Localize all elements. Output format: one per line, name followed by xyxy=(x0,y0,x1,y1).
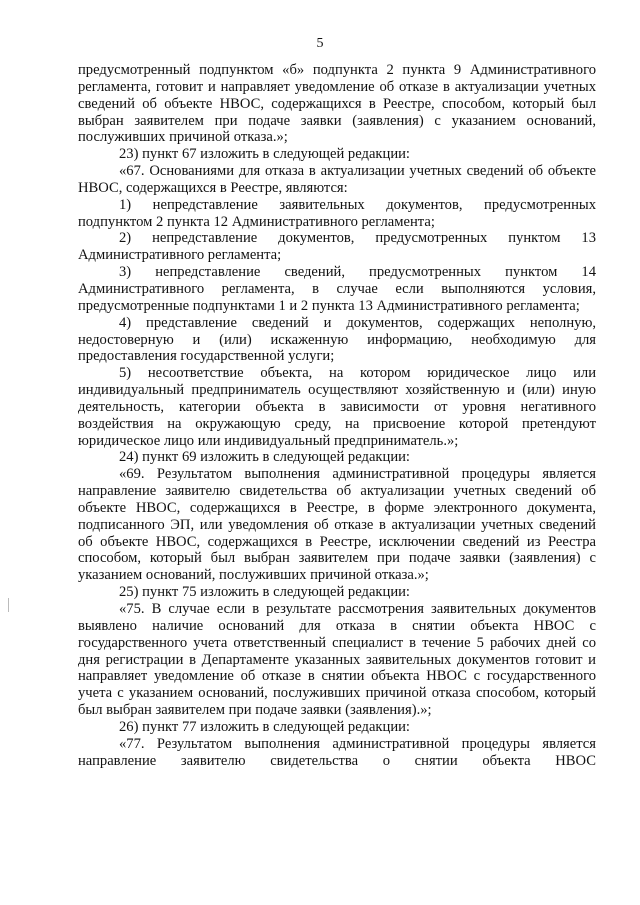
paragraph-p4: 1) непредставление заявительных документов, предусмотренных подпунктом 2 пункта 12 Административного регламента; xyxy=(78,196,596,230)
paragraph-p6: 3) непредставление сведений, предусмотренных пунктом 14 Административного регламента, в случае если выполняются условия, предусмотренные подпунктами 1 и 2 пункта 13 Административного регламента; xyxy=(78,264,596,314)
paragraph-p8: 5) несоответствие объекта, на котором юридическое лицо или индивидуальный предприниматель осуществляют хозяйственную и (или) иную деятельность, категории объекта в зависимости от уровня негативного воздействия на окружающую среду, на присвоение которой претендуют юридическое лицо или индивидуальный предприниматель.»; xyxy=(78,365,596,449)
paragraph-p10: «69. Результатом выполнения административной процедуры является направление заявителю свидетельства об актуализации учетных сведений об объекте НВОС, содержащихся в Реестре, в форме электронного документа, подписанного ЭП, или уведомления об отказе в актуализации учетных сведений об объекте НВОС, содержащихся в Реестре, исключении сведений из Реестра способом, который был выбран заявителем при подаче заявки (заявления) с указанием оснований, послуживших причиной отказа.»; xyxy=(78,466,596,584)
paragraph-p5: 2) непредставление документов, предусмотренных пунктом 13 Административного регламента; xyxy=(78,230,596,264)
paragraph-p11: 25) пункт 75 изложить в следующей редакции: xyxy=(119,584,410,601)
paragraph-p2: 23) пункт 67 изложить в следующей редакции: xyxy=(119,146,410,163)
paragraph-p13: 26) пункт 77 изложить в следующей редакции: xyxy=(119,718,410,735)
paragraph-p14: «77. Результатом выполнения административной процедуры является направление заявителю свидетельства о снятии объекта НВОС xyxy=(78,735,596,769)
page-number: 5 xyxy=(316,36,324,51)
paragraph-p1: предусмотренный подпунктом «б» подпункта 2 пункта 9 Административного регламента, готовит и направляет уведомление об отказе в актуализации учетных сведений об объекте НВОС, содержащихся в Реестре, способом, который был выбран заявителем при подаче заявки (заявления) с указанием оснований, послуживших причиной отказа.»; xyxy=(78,62,596,146)
paragraph-p12: «75. В случае если в результате рассмотрения заявительных документов выявлено наличие оснований для отказа в снятии объекта НВОС с государственного учета ответственный специалист в течение 5 рабочих дней со дня регистрации в Департаменте указанных заявительных документов готовит и направляет уведомление об отказе в снятии объекта НВОС с государственного учета с указанием оснований, послуживших причиной отказа способом, который был выбран заявителем при подаче заявки (заявления).»; xyxy=(78,601,596,719)
margin-scan-mark xyxy=(8,598,9,612)
document-body xyxy=(78,62,596,769)
paragraph-p3: «67. Основаниями для отказа в актуализации учетных сведений об объекте НВОС, содержащихся в Реестре, являются: xyxy=(78,163,596,196)
paragraph-p7: 4) представление сведений и документов, содержащих неполную, недостоверную и (или) искаженную информацию, необходимую для предоставления государственной услуги; xyxy=(78,314,596,365)
paragraph-p9: 24) пункт 69 изложить в следующей редакции: xyxy=(119,449,410,466)
